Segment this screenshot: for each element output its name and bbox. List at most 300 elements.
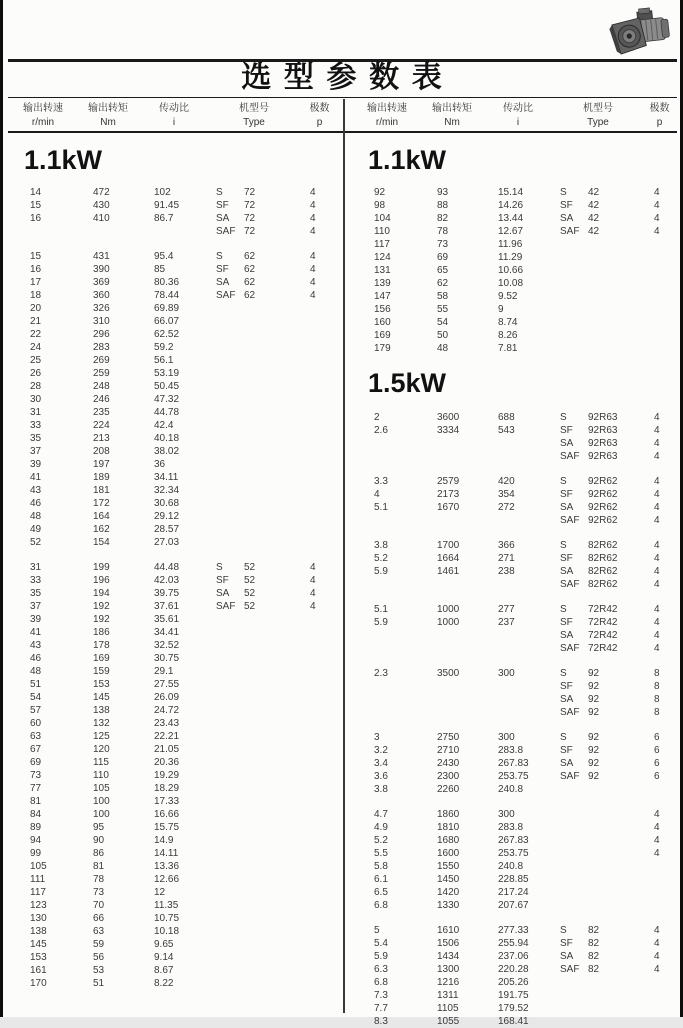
cell-type xyxy=(554,693,642,706)
type-size: 92 xyxy=(588,681,600,692)
type-size: 92 xyxy=(588,732,600,743)
cell-torque: 55 xyxy=(437,304,449,315)
cell-speed: 46 xyxy=(30,653,42,664)
cell-type xyxy=(554,963,642,976)
cell-type xyxy=(554,238,642,251)
header-ratio: 传动比 i xyxy=(503,103,533,128)
cell-speed: 104 xyxy=(374,213,391,224)
cell-torque: 1600 xyxy=(437,848,460,859)
cell-speed: 105 xyxy=(30,861,47,872)
cell-type xyxy=(554,437,642,450)
cell-speed: 5.4 xyxy=(374,938,388,949)
cell-torque xyxy=(422,629,482,642)
cell-ratio: 179.52 xyxy=(498,1003,529,1014)
table-row xyxy=(8,782,341,795)
cell-type xyxy=(554,808,642,821)
type-size: 82R62 xyxy=(588,553,618,564)
cell-ratio: 11.35 xyxy=(154,900,179,911)
cell-type xyxy=(210,186,298,199)
cell-torque: 1434 xyxy=(437,951,460,962)
type-size: 92 xyxy=(588,758,600,769)
cell-torque xyxy=(422,578,482,591)
cell-speed xyxy=(352,680,422,693)
gear-motor-image xyxy=(605,6,675,60)
table-row xyxy=(352,290,677,303)
cell-poles xyxy=(642,277,677,290)
cell-ratio: 272 xyxy=(498,502,515,513)
cell-poles xyxy=(298,886,341,899)
table-row xyxy=(352,186,677,199)
cell-torque: 100 xyxy=(93,796,110,807)
cell-speed xyxy=(352,437,422,450)
data-block xyxy=(8,561,341,990)
data-block xyxy=(352,186,677,355)
header-output-torque: 输出转矩 Nm xyxy=(432,103,472,128)
cell-poles xyxy=(642,1015,677,1028)
cell-speed: 28 xyxy=(30,381,42,392)
cell-poles xyxy=(642,899,677,912)
table-row xyxy=(352,539,677,552)
cell-speed: 94 xyxy=(30,835,42,846)
cell-torque: 1300 xyxy=(437,964,460,975)
table-row xyxy=(8,574,341,587)
cell-speed: 6.1 xyxy=(374,874,388,885)
type-prefix: SA xyxy=(560,438,574,449)
table-row xyxy=(8,263,341,276)
cell-type xyxy=(210,315,298,328)
cell-speed: 60 xyxy=(30,718,42,729)
cell-type xyxy=(210,925,298,938)
table-row xyxy=(8,186,341,199)
cell-type xyxy=(554,667,642,680)
table-row xyxy=(8,354,341,367)
cell-ratio xyxy=(482,706,554,719)
cell-ratio: 50.45 xyxy=(154,381,180,392)
cell-poles xyxy=(298,302,341,315)
cell-speed: 5.9 xyxy=(374,566,388,577)
cell-poles: 4 xyxy=(654,502,660,513)
cell-ratio: 228.85 xyxy=(498,874,529,885)
cell-ratio: 27.55 xyxy=(154,679,180,690)
cell-torque: 2750 xyxy=(437,732,460,743)
power-section xyxy=(352,369,677,1028)
cell-torque: 269 xyxy=(93,355,110,366)
cell-speed: 30 xyxy=(30,394,42,405)
cell-torque: 169 xyxy=(93,653,110,664)
cell-poles xyxy=(642,251,677,264)
type-size: 92R62 xyxy=(588,502,618,513)
cell-ratio: 9.52 xyxy=(498,291,518,302)
cell-poles: 4 xyxy=(654,925,660,936)
cell-torque: 59 xyxy=(93,939,105,950)
cell-poles xyxy=(642,342,677,355)
cell-speed: 6.8 xyxy=(374,977,388,988)
cell-ratio xyxy=(482,693,554,706)
type-prefix: SAF xyxy=(560,964,580,975)
cell-ratio xyxy=(482,514,554,527)
cell-torque: 48 xyxy=(437,343,449,354)
cell-speed: 37 xyxy=(30,601,42,612)
table-row xyxy=(8,600,341,613)
table-row xyxy=(352,821,677,834)
cell-poles xyxy=(642,303,677,316)
cell-speed: 4.7 xyxy=(374,809,388,820)
cell-speed: 73 xyxy=(30,770,42,781)
cell-torque xyxy=(422,514,482,527)
cell-type xyxy=(554,899,642,912)
type-size: 92 xyxy=(588,668,600,679)
table-row xyxy=(352,616,677,629)
cell-speed: 4 xyxy=(374,489,380,500)
cell-ratio: 56.1 xyxy=(154,355,174,366)
cell-type xyxy=(554,475,642,488)
cell-poles xyxy=(298,484,341,497)
table-row xyxy=(352,1015,677,1028)
header-model-type: 机型号 Type xyxy=(239,103,269,128)
cell-ratio: 238 xyxy=(498,566,515,577)
cell-speed: 39 xyxy=(30,459,42,470)
cell-poles xyxy=(298,665,341,678)
cell-type xyxy=(210,354,298,367)
cell-type xyxy=(554,989,642,1002)
cell-poles: 4 xyxy=(310,264,316,275)
cell-torque: 194 xyxy=(93,588,110,599)
cell-torque: 369 xyxy=(93,277,110,288)
cell-torque: 199 xyxy=(93,562,110,573)
cell-type xyxy=(210,665,298,678)
type-prefix: SAF xyxy=(216,290,236,301)
cell-speed: 43 xyxy=(30,640,42,651)
cell-speed: 57 xyxy=(30,705,42,716)
table-row xyxy=(352,225,677,238)
type-prefix: SF xyxy=(560,681,573,692)
cell-torque xyxy=(422,437,482,450)
table-row xyxy=(352,693,677,706)
table-row xyxy=(352,199,677,212)
table-row xyxy=(352,886,677,899)
cell-poles xyxy=(298,782,341,795)
cell-ratio: 267.83 xyxy=(498,758,529,769)
cell-torque: 62 xyxy=(437,278,449,289)
cell-torque: 1216 xyxy=(437,977,460,988)
cell-type xyxy=(210,276,298,289)
cell-ratio: 15.14 xyxy=(498,187,524,198)
cell-speed: 131 xyxy=(374,265,391,276)
table-row xyxy=(352,501,677,514)
cell-type xyxy=(210,860,298,873)
table-row xyxy=(8,899,341,912)
cell-poles xyxy=(298,951,341,964)
table-row xyxy=(8,315,341,328)
cell-poles xyxy=(642,238,677,251)
cell-ratio: 28.57 xyxy=(154,524,180,535)
cell-torque: 1105 xyxy=(437,1003,459,1014)
cell-ratio xyxy=(482,578,554,591)
cell-speed: 52 xyxy=(30,537,42,548)
cell-speed: 130 xyxy=(30,913,47,924)
cell-ratio: 8.26 xyxy=(498,330,518,341)
cell-speed: 3.6 xyxy=(374,771,388,782)
cell-ratio: 59.2 xyxy=(154,342,174,353)
cell-torque: 56 xyxy=(93,952,105,963)
type-prefix: SA xyxy=(560,566,574,577)
cell-type xyxy=(554,1002,642,1015)
table-row xyxy=(8,743,341,756)
cell-torque xyxy=(422,642,482,655)
table-row xyxy=(352,552,677,565)
cell-ratio: 237 xyxy=(498,617,515,628)
table-row xyxy=(352,603,677,616)
cell-speed xyxy=(8,225,78,238)
cell-poles xyxy=(298,471,341,484)
cell-type xyxy=(210,574,298,587)
cell-ratio: 36 xyxy=(154,459,166,470)
cell-torque: 73 xyxy=(437,239,449,250)
table-row xyxy=(352,963,677,976)
cell-poles: 4 xyxy=(654,617,660,628)
cell-ratio: 44.78 xyxy=(154,407,180,418)
cell-type xyxy=(210,341,298,354)
cell-type xyxy=(554,212,642,225)
cell-speed: 31 xyxy=(30,562,42,573)
cell-ratio: 14.26 xyxy=(498,200,524,211)
cell-speed: 33 xyxy=(30,575,42,586)
cell-ratio: 69.89 xyxy=(154,303,180,314)
table-row xyxy=(8,977,341,990)
type-size: 82 xyxy=(588,951,600,962)
cell-torque: 213 xyxy=(93,433,110,444)
cell-poles: 4 xyxy=(654,540,660,551)
cell-torque: 145 xyxy=(93,692,110,703)
cell-torque: 1461 xyxy=(437,566,460,577)
cell-poles xyxy=(298,380,341,393)
cell-ratio: 253.75 xyxy=(498,848,529,859)
type-prefix: SF xyxy=(216,200,229,211)
cell-speed: 123 xyxy=(30,900,47,911)
cell-poles: 4 xyxy=(654,643,660,654)
cell-torque: 390 xyxy=(93,264,110,275)
cell-ratio xyxy=(482,629,554,642)
cell-speed xyxy=(352,642,422,655)
table-row xyxy=(8,341,341,354)
table-row xyxy=(8,756,341,769)
cell-speed: 33 xyxy=(30,420,42,431)
cell-poles: 4 xyxy=(310,575,316,586)
cell-poles: 4 xyxy=(310,187,316,198)
type-prefix: SA xyxy=(560,758,574,769)
table-row xyxy=(8,289,341,302)
cell-poles xyxy=(298,821,341,834)
table-row xyxy=(352,706,677,719)
type-prefix: SAF xyxy=(560,643,580,654)
type-size: 62 xyxy=(244,277,256,288)
cell-torque: 70 xyxy=(93,900,105,911)
cell-speed: 3.8 xyxy=(374,784,388,795)
power-section xyxy=(352,146,677,355)
cell-ratio: 283.8 xyxy=(498,745,524,756)
cell-type xyxy=(554,937,642,950)
cell-poles xyxy=(298,691,341,704)
cell-speed: 6.5 xyxy=(374,887,388,898)
header-model-type: 机型号 Type xyxy=(583,103,613,128)
data-block xyxy=(8,186,341,238)
cell-type xyxy=(210,328,298,341)
cell-poles: 4 xyxy=(310,251,316,262)
cell-ratio: 44.48 xyxy=(154,562,180,573)
cell-type xyxy=(554,411,642,424)
table-row xyxy=(352,642,677,655)
cell-type xyxy=(210,199,298,212)
cell-type xyxy=(210,626,298,639)
table-row xyxy=(8,769,341,782)
table-row xyxy=(352,989,677,1002)
cell-type xyxy=(210,977,298,990)
cell-speed: 81 xyxy=(30,796,42,807)
cell-ratio: 17.33 xyxy=(154,796,180,807)
cell-type xyxy=(210,302,298,315)
cell-type xyxy=(554,847,642,860)
table-row xyxy=(8,536,341,549)
title-rule xyxy=(8,97,677,98)
cell-torque: 2300 xyxy=(437,771,460,782)
cell-ratio: 18.29 xyxy=(154,783,180,794)
type-prefix: SAF xyxy=(216,226,236,237)
type-prefix: S xyxy=(560,476,567,487)
cell-torque: 192 xyxy=(93,614,110,625)
table-row xyxy=(352,731,677,744)
table-row xyxy=(8,250,341,263)
type-size: 72 xyxy=(244,226,256,237)
type-prefix: S xyxy=(560,668,567,679)
cell-type xyxy=(210,458,298,471)
table-row xyxy=(352,1002,677,1015)
cell-poles xyxy=(298,613,341,626)
cell-speed: 117 xyxy=(374,239,390,250)
cell-type xyxy=(210,613,298,626)
cell-ratio: 39.75 xyxy=(154,588,180,599)
cell-poles: 4 xyxy=(310,200,316,211)
type-size: 72R42 xyxy=(588,630,618,641)
type-size: 92R63 xyxy=(588,438,618,449)
cell-speed: 35 xyxy=(30,588,42,599)
cell-ratio: 205.26 xyxy=(498,977,529,988)
table-row xyxy=(8,925,341,938)
table-row xyxy=(8,432,341,445)
cell-speed: 139 xyxy=(374,278,391,289)
cell-torque: 90 xyxy=(93,835,105,846)
table-row xyxy=(352,873,677,886)
cell-speed: 5.9 xyxy=(374,951,388,962)
type-size: 92R63 xyxy=(588,412,618,423)
table-row xyxy=(8,613,341,626)
cell-ratio: 191.75 xyxy=(498,990,529,1001)
data-block xyxy=(352,808,677,912)
cell-torque: 296 xyxy=(93,329,110,340)
cell-torque: 1550 xyxy=(437,861,460,872)
cell-type xyxy=(210,639,298,652)
table-row xyxy=(352,860,677,873)
cell-type xyxy=(210,938,298,951)
cell-type xyxy=(554,642,642,655)
cell-torque: 283 xyxy=(93,342,110,353)
cell-torque: 1000 xyxy=(437,604,460,615)
cell-speed: 138 xyxy=(30,926,47,937)
cell-poles xyxy=(642,290,677,303)
cell-poles: 4 xyxy=(310,290,316,301)
cell-ratio: 29.1 xyxy=(154,666,174,677)
table-row xyxy=(8,964,341,977)
cell-speed: 161 xyxy=(30,965,47,976)
cell-torque: 197 xyxy=(93,459,110,470)
type-prefix: SAF xyxy=(560,515,580,526)
table-row xyxy=(352,329,677,342)
cell-speed: 20 xyxy=(30,303,42,314)
cell-torque: 78 xyxy=(437,226,449,237)
cell-poles xyxy=(298,678,341,691)
cell-ratio: 37.61 xyxy=(154,601,180,612)
cell-speed xyxy=(352,578,422,591)
cell-poles xyxy=(298,847,341,860)
cell-type xyxy=(554,488,642,501)
table-row xyxy=(8,225,341,238)
table-row xyxy=(352,251,677,264)
cell-ratio: 29.12 xyxy=(154,511,180,522)
cell-torque: 1860 xyxy=(437,809,460,820)
cell-speed: 25 xyxy=(30,355,42,366)
table-row xyxy=(352,770,677,783)
cell-ratio: 24.72 xyxy=(154,705,180,716)
table-row xyxy=(8,821,341,834)
type-prefix: SA xyxy=(560,951,574,962)
cell-ratio: 34.41 xyxy=(154,627,180,638)
cell-poles xyxy=(298,639,341,652)
cell-torque: 1000 xyxy=(437,617,460,628)
type-size: 42 xyxy=(588,200,600,211)
cell-torque: 95 xyxy=(93,822,105,833)
cell-type xyxy=(210,523,298,536)
cell-speed: 51 xyxy=(30,679,42,690)
cell-ratio: 688 xyxy=(498,412,515,423)
column-divider xyxy=(343,99,345,1013)
table-row xyxy=(8,730,341,743)
cell-ratio: 11.96 xyxy=(498,239,523,250)
cell-speed: 179 xyxy=(374,343,391,354)
cell-ratio: 277 xyxy=(498,604,515,615)
cell-torque: 154 xyxy=(93,537,110,548)
cell-type xyxy=(554,552,642,565)
cell-poles: 8 xyxy=(654,707,660,718)
cell-type xyxy=(554,860,642,873)
cell-speed: 43 xyxy=(30,485,42,496)
cell-type xyxy=(210,393,298,406)
cell-ratio: 32.34 xyxy=(154,485,180,496)
type-size: 42 xyxy=(588,213,600,224)
cell-poles xyxy=(298,717,341,730)
cell-speed: 8.3 xyxy=(374,1016,388,1027)
cell-type xyxy=(210,419,298,432)
cell-torque: 181 xyxy=(93,485,110,496)
cell-poles xyxy=(642,316,677,329)
cell-torque: 235 xyxy=(93,407,110,418)
type-size: 92R62 xyxy=(588,476,618,487)
cell-torque: 1810 xyxy=(437,822,460,833)
cell-speed: 49 xyxy=(30,524,42,535)
cell-type xyxy=(210,769,298,782)
cell-ratio: 47.32 xyxy=(154,394,180,405)
type-size: 52 xyxy=(244,562,256,573)
cell-speed: 153 xyxy=(30,952,47,963)
type-prefix: S xyxy=(216,562,223,573)
